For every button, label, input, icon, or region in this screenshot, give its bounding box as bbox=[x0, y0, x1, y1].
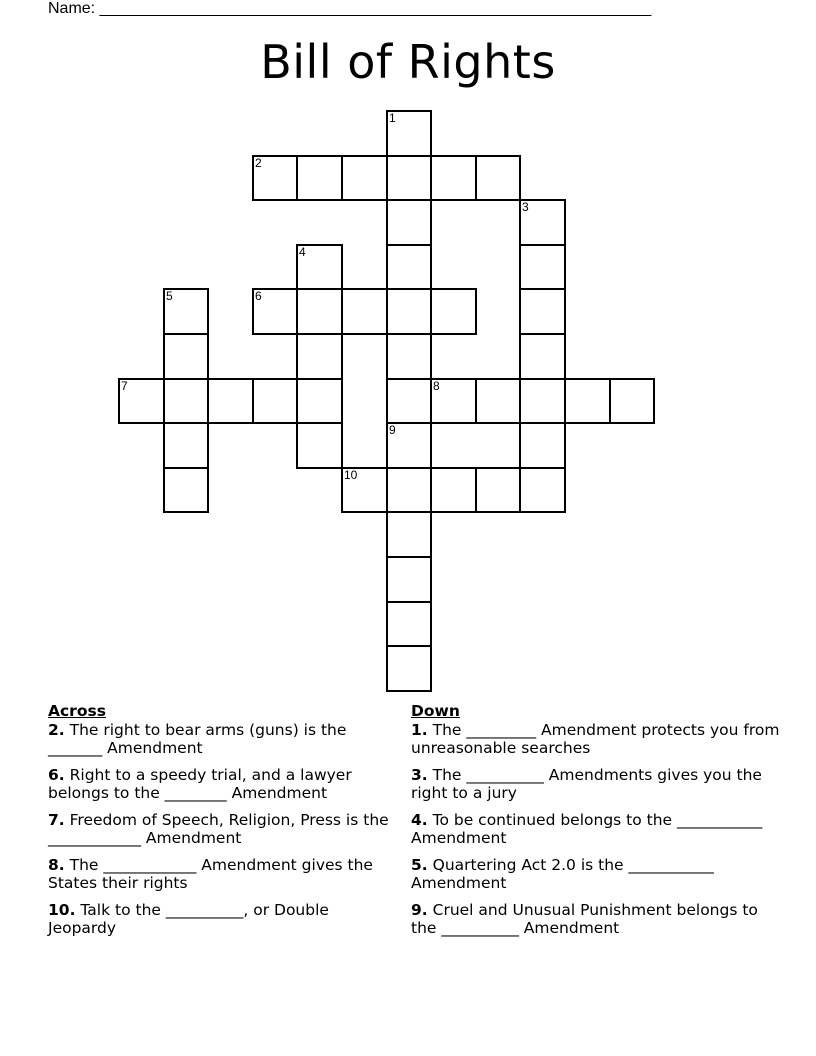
grid-cell[interactable] bbox=[252, 378, 298, 424]
clue-text: Freedom of Speech, Religion, Press is the ____________ Amendment bbox=[48, 811, 389, 847]
clue-down-5 bbox=[411, 856, 781, 892]
grid-cell[interactable] bbox=[386, 511, 432, 558]
grid-cell[interactable] bbox=[609, 378, 655, 424]
clue-across-6 bbox=[48, 766, 400, 802]
grid-number: 4 bbox=[299, 245, 306, 259]
grid-cell[interactable] bbox=[386, 244, 432, 290]
name-line[interactable]: Name: ______________________________________________________________ bbox=[48, 0, 652, 17]
grid-cell[interactable] bbox=[519, 378, 566, 424]
grid-cell[interactable] bbox=[296, 244, 343, 290]
grid-cell[interactable] bbox=[296, 288, 343, 335]
grid-cell[interactable] bbox=[475, 378, 521, 424]
grid-cell[interactable] bbox=[386, 155, 432, 201]
clue-across-8 bbox=[48, 856, 400, 892]
clue-number: 4 bbox=[411, 811, 422, 829]
grid-cell[interactable] bbox=[519, 199, 566, 246]
grid-cell[interactable] bbox=[163, 333, 209, 380]
clue-dot: . bbox=[69, 901, 76, 919]
clue-number: 6 bbox=[48, 766, 59, 784]
grid-cell[interactable] bbox=[430, 467, 477, 513]
grid-cell[interactable] bbox=[519, 288, 566, 335]
grid-number: 8 bbox=[433, 379, 440, 393]
clue-down-4 bbox=[411, 811, 781, 847]
grid-cell[interactable] bbox=[207, 378, 254, 424]
grid-cell[interactable] bbox=[163, 288, 209, 335]
grid-cell[interactable] bbox=[386, 556, 432, 603]
clue-text: Right to a speedy trial, and a lawyer belongs to the ________ Amendment bbox=[48, 766, 352, 802]
grid-cell[interactable] bbox=[118, 378, 165, 424]
clue-dot: . bbox=[421, 766, 428, 784]
clue-down-3 bbox=[411, 766, 781, 802]
grid-cell[interactable] bbox=[252, 155, 298, 201]
down-clues bbox=[411, 702, 781, 946]
clue-across-2 bbox=[48, 721, 400, 757]
grid-cell[interactable] bbox=[386, 333, 432, 380]
clue-number: 5 bbox=[411, 856, 422, 874]
page-title: Bill of Rights bbox=[260, 35, 556, 89]
clue-text: The right to bear arms (guns) is the _______ Amendment bbox=[48, 721, 347, 757]
grid-number: 3 bbox=[522, 200, 529, 214]
grid-cell[interactable] bbox=[341, 288, 388, 335]
clue-dot: . bbox=[58, 856, 65, 874]
grid-cell[interactable] bbox=[430, 288, 477, 335]
grid-number: 2 bbox=[255, 156, 262, 170]
grid-cell[interactable] bbox=[475, 467, 521, 513]
clue-text: The ____________ Amendment gives the States their rights bbox=[48, 856, 373, 892]
clue-number: 3 bbox=[411, 766, 422, 784]
clue-dot: . bbox=[58, 766, 65, 784]
clue-text: The _________ Amendment protects you from unreasonable searches bbox=[411, 721, 780, 757]
grid-number: 5 bbox=[166, 289, 173, 303]
grid-cell[interactable] bbox=[386, 288, 432, 335]
grid-cell[interactable] bbox=[475, 155, 521, 201]
grid-number: 1 bbox=[389, 111, 396, 125]
grid-cell[interactable] bbox=[163, 467, 209, 513]
grid-cell[interactable] bbox=[519, 333, 566, 380]
clue-text: Talk to the __________, or Double Jeopardy bbox=[48, 901, 329, 937]
clue-down-9 bbox=[411, 901, 781, 937]
down-heading: Down bbox=[411, 702, 460, 720]
grid-cell[interactable] bbox=[430, 155, 477, 201]
clue-number: 10 bbox=[48, 901, 70, 919]
grid-number: 7 bbox=[121, 379, 128, 393]
grid-cell[interactable] bbox=[386, 467, 432, 513]
clue-dot: . bbox=[58, 721, 65, 739]
grid-cell[interactable] bbox=[386, 378, 432, 424]
clue-text: To be continued belongs to the ___________ Amendment bbox=[411, 811, 763, 847]
clue-dot: . bbox=[58, 811, 65, 829]
grid-cell[interactable] bbox=[519, 467, 566, 513]
clue-across-7 bbox=[48, 811, 400, 847]
clue-number: 9 bbox=[411, 901, 422, 919]
grid-number: 6 bbox=[255, 289, 262, 303]
clue-number: 1 bbox=[411, 721, 422, 739]
grid-cell[interactable] bbox=[296, 378, 343, 424]
clue-across-10 bbox=[48, 901, 400, 937]
clue-text: Cruel and Unusual Punishment belongs to the __________ Amendment bbox=[411, 901, 758, 937]
grid-cell[interactable] bbox=[386, 645, 432, 692]
clue-number: 8 bbox=[48, 856, 59, 874]
clue-text: The __________ Amendments gives you the right to a jury bbox=[411, 766, 762, 802]
grid-number: 10 bbox=[344, 468, 358, 482]
grid-cell[interactable] bbox=[519, 244, 566, 290]
grid-cell[interactable] bbox=[341, 467, 388, 513]
clue-dot: . bbox=[421, 901, 428, 919]
grid-cell[interactable] bbox=[386, 422, 432, 469]
grid-cell[interactable] bbox=[386, 199, 432, 246]
clue-text: Quartering Act 2.0 is the ___________ Amendment bbox=[411, 856, 714, 892]
clue-dot: . bbox=[421, 721, 428, 739]
grid-cell[interactable] bbox=[163, 378, 209, 424]
grid-cell[interactable] bbox=[430, 378, 477, 424]
grid-cell[interactable] bbox=[341, 155, 388, 201]
grid-cell[interactable] bbox=[386, 601, 432, 647]
clue-number: 2 bbox=[48, 721, 59, 739]
grid-cell[interactable] bbox=[163, 422, 209, 469]
clue-dot: . bbox=[421, 811, 428, 829]
grid-cell[interactable] bbox=[296, 422, 343, 469]
grid-cell[interactable] bbox=[519, 422, 566, 469]
grid-cell[interactable] bbox=[296, 333, 343, 380]
across-clues bbox=[48, 702, 400, 946]
clue-dot: . bbox=[421, 856, 428, 874]
across-heading: Across bbox=[48, 702, 106, 720]
grid-cell[interactable] bbox=[386, 110, 432, 157]
clue-down-1 bbox=[411, 721, 781, 757]
grid-cell[interactable] bbox=[296, 155, 343, 201]
grid-cell[interactable] bbox=[564, 378, 611, 424]
grid-number: 9 bbox=[389, 423, 396, 437]
clue-number: 7 bbox=[48, 811, 59, 829]
grid-cell[interactable] bbox=[252, 288, 298, 335]
